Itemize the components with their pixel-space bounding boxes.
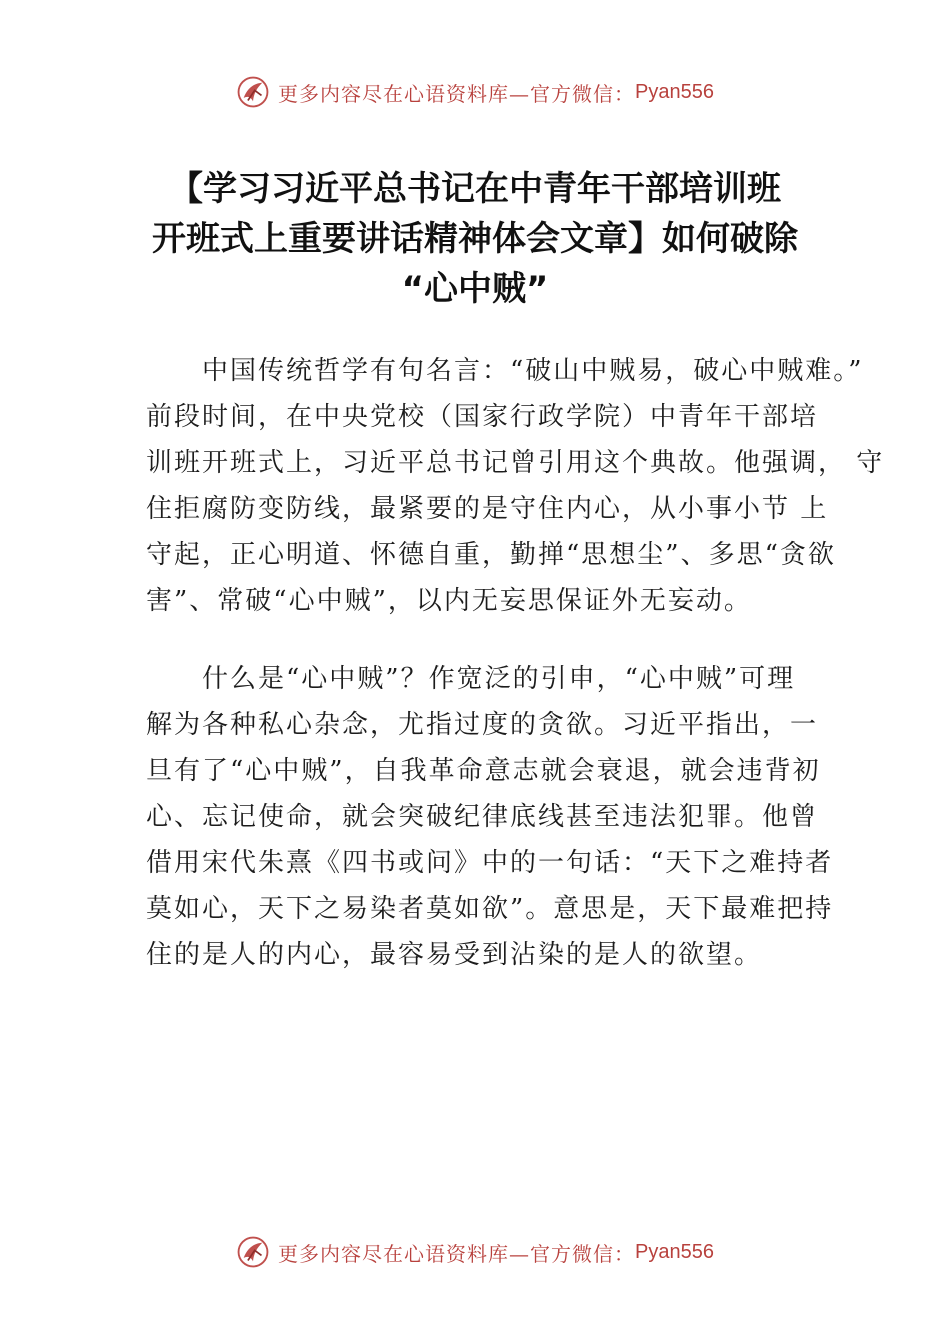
paragraph-line: 解为各种私心杂念，尤指过度的贪欲。习近平指出，一 [146, 710, 819, 740]
title-line: “心中贼” [401, 269, 549, 309]
banner-slogan: 更多内容尽在心语资料库—官方微信： [278, 1241, 636, 1266]
footer-banner [0, 1232, 950, 1272]
paragraph-line: 旦有了“心中贼”，自我革命意志就会衰退，就会违背初 [146, 756, 821, 786]
paragraph-line: 害”、常破“心中贼”，以内无妄思保证外无妄动。 [146, 586, 752, 616]
title-line: 开班式上重要讲话精神体会文章】如何破除 [152, 219, 798, 259]
banner-slogan: 更多内容尽在心语资料库—官方微信： [278, 81, 636, 106]
paragraph-line: 心、忘记使命，就会突破纪律底线甚至违法犯罪。他曾 [146, 802, 819, 832]
paragraph-line: 莫如心，天下之易染者莫如欲”。意思是，天下最难把持 [146, 894, 834, 924]
wechat-id: Pyan556 [635, 80, 714, 103]
title-line: 【学习习近平总书记在中青年干部培训班 [169, 169, 781, 209]
body-paragraph-2 [146, 656, 836, 978]
paragraph-line: 中国传统哲学有句名言：“破山中贼易，破心中贼难。” [146, 356, 864, 386]
paragraph-line: 训班开班式上，习近平总书记曾引用这个典故。他强调， 守 [146, 448, 885, 478]
paragraph-line: 守起，正心明道、怀德自重，勤掸“思想尘”、多思“贪欲 [146, 540, 836, 570]
ribbon-logo-icon [236, 1235, 270, 1269]
paragraph-line: 住的是人的内心，最容易受到沾染的是人的欲望。 [146, 940, 763, 970]
paragraph-line: 借用宋代朱熹《四书或问》中的一句话：“天下之难持者 [146, 848, 834, 878]
paragraph-line: 前段时间，在中央党校（国家行政学院）中青年干部培 [146, 402, 819, 432]
wechat-id: Pyan556 [635, 1240, 714, 1263]
ribbon-logo-icon [236, 75, 270, 109]
body-paragraph-1 [146, 348, 885, 624]
paragraph-line: 什么是“心中贼”？作宽泛的引申，“心中贼”可理 [146, 664, 796, 694]
header-banner [0, 72, 950, 112]
article-title [95, 164, 855, 314]
paragraph-line: 住拒腐防变防线，最紧要的是守住内心，从小事小节 上 [146, 494, 829, 524]
